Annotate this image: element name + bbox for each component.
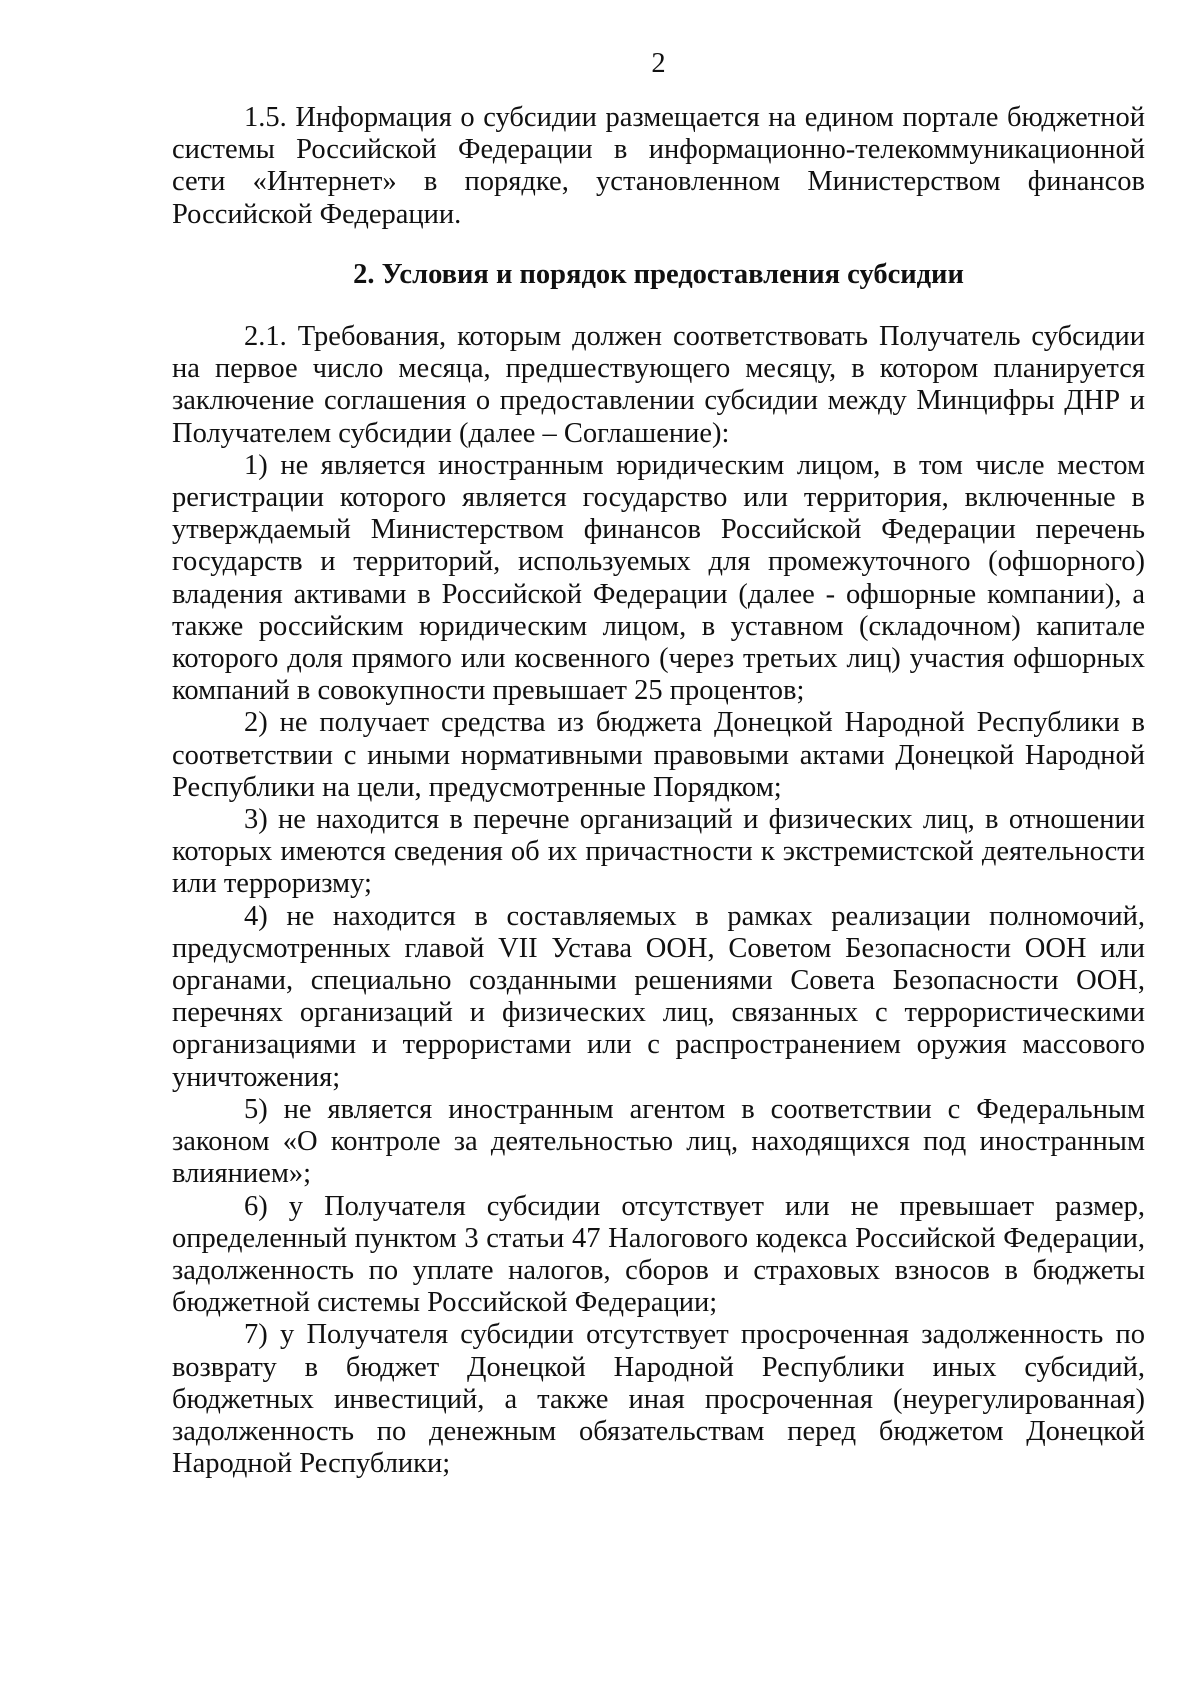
requirement-item-4: 4) не находится в составляемых в рамках реализации полномочий, предусмотренных главой VII Устава ООН, Советом Безопасности ООН или органами, специально созданными решениями Совета Безопасности ООН, перечнях организаций и физических лиц, связанных с террористическими организациями и террористами или с распространением оружия массового уничтожения; [172, 900, 1145, 1093]
requirement-item-7: 7) у Получателя субсидии отсутствует просроченная задолженность по возврату в бюджет Донецкой Народной Республики иных субсидий, бюджетных инвестиций, а также иная просроченная (неурегулированная) задолженность по денежным обязательствам перед бюджетом Донецкой Народной Республики; [172, 1319, 1145, 1480]
paragraph-1-5: 1.5. Информация о субсидии размещается на едином портале бюджетной системы Российской Федерации в информационно-телекоммуникационной сети «Интернет» в порядке, установленном Министерством финансов Российской Федерации. [172, 102, 1145, 230]
requirement-item-1: 1) не является иностранным юридическим лицом, в том числе местом регистрации которого является государство или территория, включенные в утверждаемый Министерством финансов Российской Федерации перечень государств и территорий, используемых для промежуточного (офшорного) владения активами в Российской Федерации (далее - офшорные компании), а также российским юридическим лицом, в уставном (складочном) капитале которого доля прямого или косвенного (через третьих лиц) участия офшорных компаний в совокупности превышает 25 процентов; [172, 449, 1145, 707]
requirement-item-3: 3) не находится в перечне организаций и физических лиц, в отношении которых имеются сведения об их причастности к экстремистской деятельности или терроризму; [172, 804, 1145, 900]
requirement-item-6: 6) у Получателя субсидии отсутствует или не превышает размер, определенный пунктом 3 статьи 47 Налогового кодекса Российской Федерации, задолженность по уплате налогов, сборов и страховых взносов в бюджеты бюджетной системы Российской Федерации; [172, 1190, 1145, 1319]
section-heading: 2. Условия и порядок предоставления субсидии [353, 258, 964, 290]
requirement-item-2: 2) не получает средства из бюджета Донецкой Народной Республики в соответствии с иными нормативными правовыми актами Донецкой Народной Республики на цели, предусмотренные Порядком; [172, 707, 1145, 803]
paragraph-2-1: 2.1. Требования, которым должен соответствовать Получатель субсидии на первое число месяца, предшествующего месяцу, в котором планируется заключение соглашения о предоставлении субсидии между Минцифры ДНР и Получателем субсидии (далее – Соглашение): [172, 321, 1145, 449]
document-page [172, 48, 1145, 1480]
requirement-item-5: 5) не является иностранным агентом в соответствии с Федеральным законом «О контроле за деятельностью лиц, находящихся под иностранным влиянием»; [172, 1093, 1145, 1190]
page-number: 2 [651, 48, 666, 79]
